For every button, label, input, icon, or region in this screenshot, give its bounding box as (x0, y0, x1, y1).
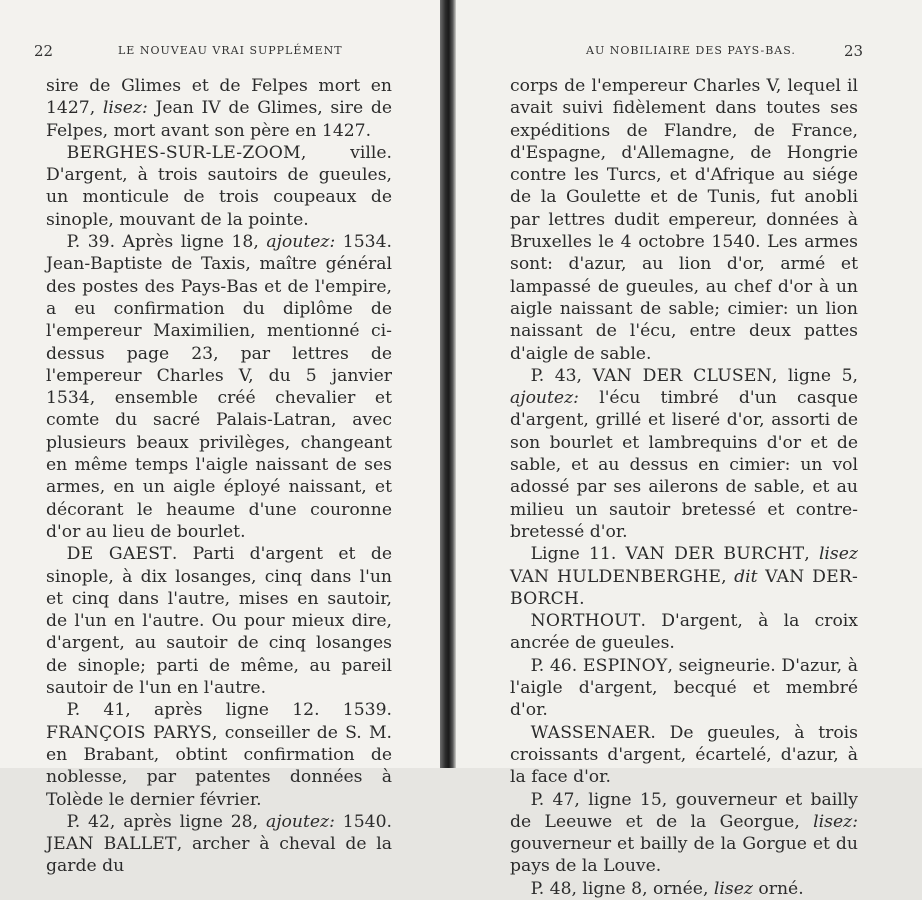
text-run: , conseiller de S. M. en Brabant, obtint confirmation de noblesse, par patentes données à Tolède le dernier février. (46, 722, 393, 810)
paragraph (510, 365, 858, 543)
paragraph (510, 878, 858, 900)
text-run: BERGHES-SUR-LE-ZOOM (66, 142, 301, 163)
text-run: , ville. D'argent, à trois sautoirs de gueules, un monticule de trois coupeaux de sinople, mouvant de la pointe. (46, 142, 392, 230)
text-run: , (721, 566, 735, 587)
right-page-body (510, 75, 858, 900)
text-run: 1534. Jean-Baptiste de Taxis, maître général des postes des Pays-Bas et de l'empire, a eu confirmation du diplôme de l'empereur Maximilien, mentionné ci-dessus page 23, par lettres de l'empereur Charles V, du 5 janvier 1534, ensemble créé chevalier et comte du sacré Palais-Latran, avec plusieurs beaux privilèges, changeant en même temps l'aigle naissant de ses armes, en un aigle éployé naissant, et décorant le heaume d'une couronne d'or au lieu de bourlet. (46, 232, 392, 542)
paragraph (510, 543, 858, 610)
text-run: , (804, 544, 819, 565)
left-page (0, 0, 440, 877)
text-run: , seigneurie. D'azur, à l'aigle d'argent, becqué et membré d'or. (510, 655, 859, 721)
text-run: FRANÇOIS PARYS (46, 722, 213, 743)
paragraph (46, 75, 392, 142)
text-run: , archer à cheval de la garde du (46, 834, 392, 877)
text-run: ajoutez: (265, 811, 335, 832)
paragraph (510, 75, 858, 365)
text-run: l'écu timbré d'un casque d'argent, grillé et liseré d'or, assorti de son bourlet et lambrequins d'or et de sable, et au dessus en cimier: un vol adossé par ses ailerons de sable, et au milieu un sautoir bretessé et contre-bretessé d'or. (510, 388, 858, 542)
text-run: VAN DER CLUSEN (592, 365, 772, 386)
text-run: dit (734, 566, 758, 587)
text-run: P. 39. Après ligne 18, (66, 232, 267, 253)
right-page-number: 23 (844, 42, 864, 60)
paragraph (510, 722, 858, 789)
left-running-head: LE NOUVEAU VRAI SUPPLÉMENT (118, 44, 343, 57)
right-running-head: AU NOBILIAIRE DES PAYS-BAS. (586, 44, 796, 57)
text-run: gouverneur et bailly de la Gorgue et du pays de la Louve. (510, 834, 858, 877)
text-run: Ligne 11. (530, 544, 626, 565)
text-run: P. 42, après ligne 28, (66, 811, 266, 832)
text-run: VAN HULDENBERGHE (510, 566, 722, 587)
text-run (758, 567, 766, 587)
right-page (456, 0, 922, 899)
text-run: corps de l'empereur Charles V, lequel il avait suivi fidèlement dans toutes ses expéditions de Flandre, de France, d'Espagne, d'Allemagne, de Hongrie contre les Turcs, et d'Afrique au siége de la Goulette et de Tunis, fut anobli par lettres dudit empereur, données à Bruxelles le 4 octobre 1540. Les armes sont: d'azur, au lion d'or, armé et lampassé de gueules, au chef d'or à un aigle naissant de sable; cimier: un lion naissant de l'écu, entre deux pattes d'aigle de sable. (510, 76, 858, 364)
paragraph (46, 543, 392, 699)
text-run: ajoutez: (510, 388, 579, 409)
text-run: ajoutez: (266, 232, 336, 253)
text-run: . Parti d'argent et de sinople, à dix losanges, cinq dans l'un et cinq dans l'autre, mises en sautoir, de l'un en l'autre. Ou pour mieux dire, d'argent, au sautoir de cinq losanges de sinople; parti de même, au pareil sautoir de l'un en l'autre. (46, 544, 392, 699)
text-run: P. 43, (530, 365, 593, 386)
text-run: sire de Glimes et de Felpes mort en 1427, (46, 76, 392, 119)
paragraph (46, 811, 392, 878)
text-run: VAN DER BURCHT (625, 544, 805, 565)
text-run: JEAN BALLET (46, 834, 177, 855)
text-run: lisez (713, 878, 753, 899)
left-page-number: 22 (34, 42, 54, 60)
text-run: NORTHOUT (530, 611, 641, 632)
paragraph (510, 610, 858, 655)
text-run: . D'argent, à la croix ancrée de gueules. (510, 611, 858, 654)
text-run: lisez: (102, 98, 148, 119)
book-gutter (440, 0, 456, 768)
text-run: , ligne 5, (771, 365, 858, 386)
text-run: 1540. (334, 811, 392, 832)
text-run: . (579, 588, 585, 609)
text-run: DE GAEST (66, 544, 172, 565)
text-run: WASSENAER (530, 722, 651, 743)
text-run: . De gueules, à trois croissants d'argent, écartelé, d'azur, à la face d'or. (510, 722, 858, 788)
left-page-body (46, 75, 392, 878)
paragraph (510, 655, 858, 722)
text-run: Jean IV de Glimes, sire de Felpes, mort avant son père en 1427. (46, 98, 393, 141)
text-run: ESPINOY (582, 655, 668, 676)
paragraph (46, 231, 392, 543)
text-run: orné. (752, 878, 804, 899)
paragraph (46, 142, 392, 231)
paragraph (46, 699, 392, 810)
text-run: P. 48, ligne 8, ornée, (530, 878, 714, 899)
text-run: VAN DER-BORCH (510, 566, 858, 609)
text-run: P. 46. (530, 655, 583, 676)
text-run: lisez: (813, 811, 858, 832)
text-run: P. 41, après ligne 12. 1539. (66, 700, 392, 721)
text-run: P. 47, ligne 15, gouverneur et bailly de Leeuwe et de la Georgue, (510, 789, 858, 832)
paragraph (510, 789, 858, 878)
text-run: lisez (818, 544, 858, 565)
